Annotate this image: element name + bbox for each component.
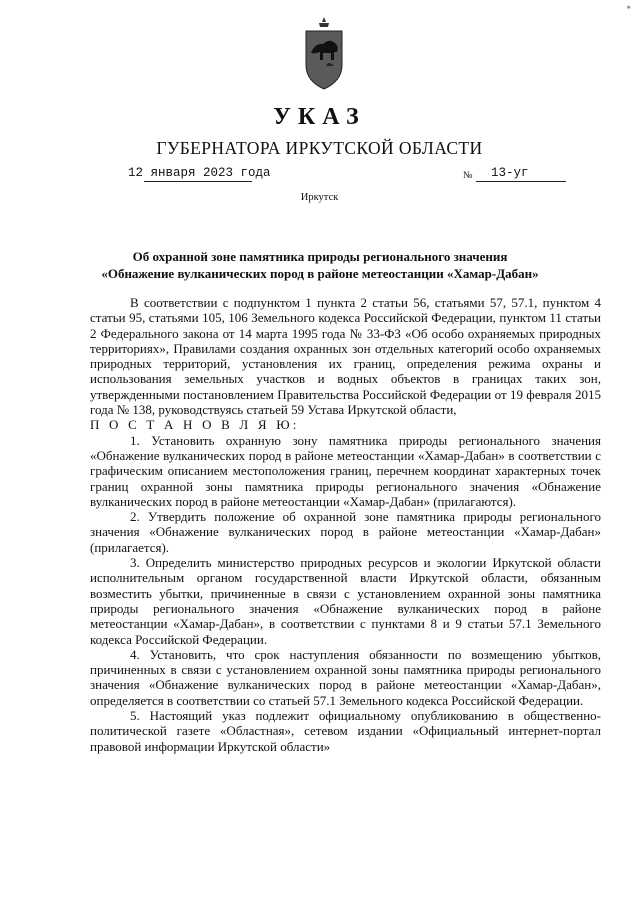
document-subtitle: ГУБЕРНАТОРА ИРКУТСКОЙ ОБЛАСТИ	[156, 138, 483, 158]
document-title: УКАЗ	[273, 104, 366, 130]
number-underline	[476, 181, 566, 182]
decree-item-2: 2. Утвердить положение об охранной зоне памятника природы регионального значения «Обнажение вулканических пород в районе метеостанции «Хамар-Дабан» (прилагается).	[90, 509, 601, 555]
decree-item-4: 4. Установить, что срок наступления обязанности по возмещению убытков, причиненных в связи с установлением охранной зоны памятника природы регионального значения «Обнажение вулканических пород в районе метеостанции «Хамар-Дабан», определяется в соответствии со статьей 57.1 Земельного кодекса Российской Федерации.	[90, 646, 601, 708]
decree-item-3: 3. Определить министерство природных ресурсов и экологии Иркутской области исполнительным органом государственной власти Иркутской области, обязанным возместить убытки, причиненные в связи с установлением охранной зоны памятника природы регионального значения «Обнажение вулканических пород в районе метеостанции «Хамар-Дабан», в соответствии с пунктами 8 и 9 статьи 57.1 Земельного кодекса Российской Федерации.	[90, 555, 601, 647]
decree-word: П О С Т А Н О В Л Я Ю:	[90, 417, 300, 433]
decree-item-5: 5. Настоящий указ подлежит официальному опубликованию в общественно-политической газете «Областная», сетевом издании «Официальный интернет-портал правовой информации Иркутской области»	[90, 708, 601, 754]
coat-of-arms-icon	[303, 15, 345, 91]
document-date: 12 января 2023 года	[128, 166, 271, 180]
document-body	[90, 295, 601, 754]
document-city: Иркутск	[300, 192, 339, 203]
corner-mark: *	[626, 4, 631, 14]
date-underline	[144, 181, 252, 182]
document-number: 13-уг	[491, 166, 529, 180]
document-heading	[60, 249, 580, 282]
number-sign: №	[463, 170, 473, 181]
preamble-paragraph: В соответствии с подпунктом 1 пункта 2 статьи 56, статьями 57, 57.1, пунктом 4 статьи 95, статьями 105, 106 Земельного кодекса Российской Федерации, пунктом 11 статьи 2 Федерального закона от 14 марта 1995 года № 33-ФЗ «Об особо охраняемых природных территориях», Правилами создания охранных зон отдельных категорий особо охраняемых природных территорий, установления их границ, определения режима охраны и использования земельных участков и водных объектов в границах таких зон, утвержденными постановлением Правительства Российской Федерации от 19 февраля 2015 года № 138, руководствуясь статьей 59 Устава Иркутской области,	[90, 295, 601, 418]
heading-line-1: Об охранной зоне памятника природы регионального значения	[132, 249, 508, 264]
decree-item-1: 1. Установить охранную зону памятника природы регионального значения «Обнажение вулканических пород в районе метеостанции «Хамар-Дабан» в соответствии с графическим описанием местоположения границ, перечнем координат характерных точек границ охранной зоны памятника природы регионального значения «Обнажение вулканических пород в районе метеостанции «Хамар-Дабан» (прилагаются).	[90, 432, 601, 509]
heading-line-2: «Обнажение вулканических пород в районе метеостанции «Хамар-Дабан»	[101, 265, 539, 281]
